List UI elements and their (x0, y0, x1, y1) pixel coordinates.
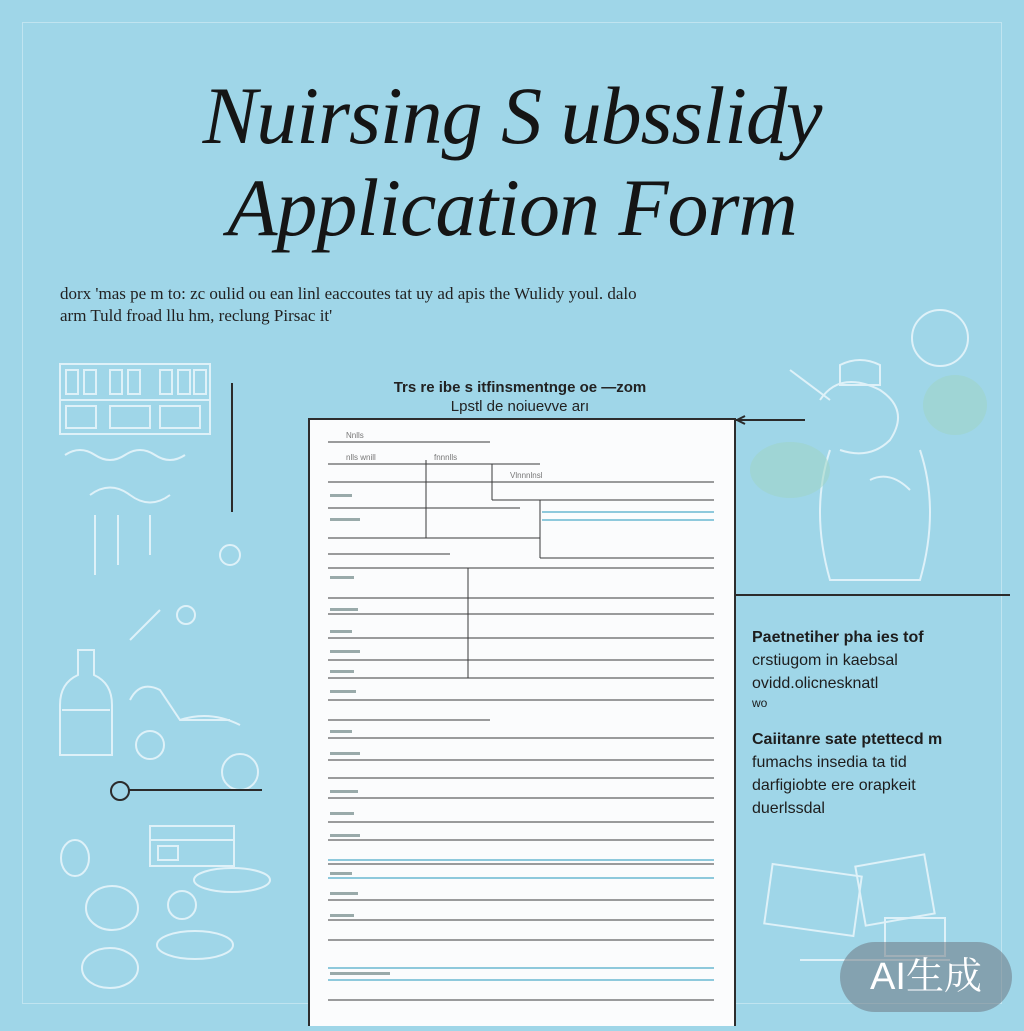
form-lines (310, 420, 734, 1026)
form-caption-line-2: Lpstl de noiuevve arı (450, 398, 590, 415)
building-sketch-icon (60, 364, 210, 434)
right-block-2-line-4: duerlssdal (752, 800, 825, 817)
right-block-1-line-1: Paetnetiher pha ies tof (752, 629, 924, 646)
right-block-2-line-3: darfigiobte ere orapkeit (752, 777, 916, 794)
application-form-document (308, 418, 736, 1026)
right-block-2-line-1: Caiitanre sate ptettecd m (752, 731, 943, 748)
ai-generated-badge: AI生成 (840, 942, 1012, 1012)
right-block-1-line-3: ovidd.olicnesknatl (752, 675, 879, 692)
right-block-1-line-4: wo (752, 696, 768, 710)
right-info-block-2 (752, 728, 1002, 820)
right-block-1-line-2: crstiugom in kaebsal (752, 652, 898, 669)
form-label-field-2: fnnnlls (434, 453, 458, 462)
form-caption-line-1: Trs re ibe s itfinsmentnge oe —zom (393, 379, 647, 396)
intro-line-1: dorx 'mas pe m to: zc oulid ou ean linl eaccoutes tat uy ad apis the Wulidy youl. dalo (60, 284, 637, 303)
bottle-sketch-icon (60, 650, 112, 755)
title-line-2: Application Form (227, 162, 797, 253)
intro-line-2: arm Tuld froad llu hm, reclung Pirsac it' (60, 306, 333, 325)
medicine-box-sketch-icon (150, 826, 234, 866)
form-label-field-3: Vlnnnlnsl (510, 471, 543, 480)
right-block-2-line-2: fumachs insedia ta tid (752, 754, 907, 771)
title-line-1: Nuirsing S ubsslidy (202, 70, 822, 161)
nurse-sketch-icon (790, 310, 968, 580)
form-label-field-1: nlls wnill (346, 453, 376, 462)
form-label-name: Nnlls (346, 431, 364, 440)
wheelchair-sketch-icon (130, 687, 258, 790)
right-info-block-1 (752, 626, 1002, 711)
